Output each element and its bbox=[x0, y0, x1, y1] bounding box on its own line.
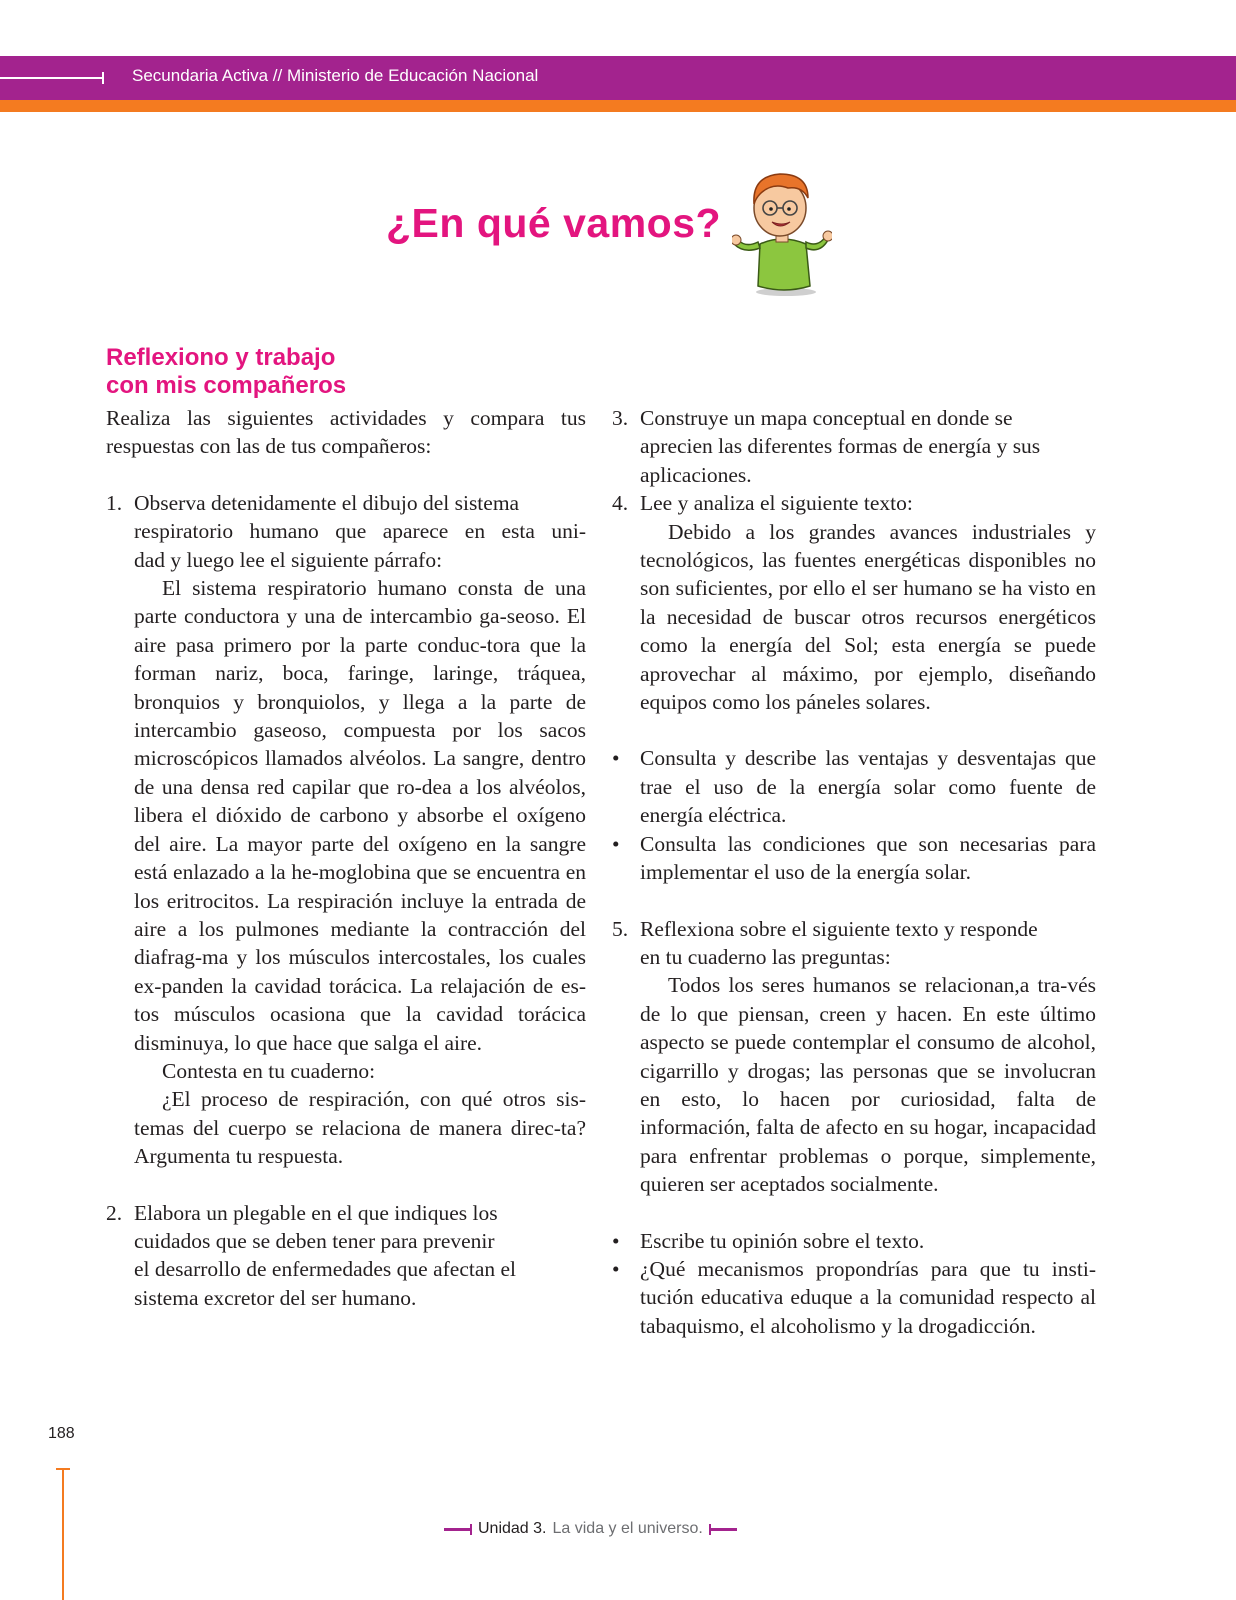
mascot-illustration bbox=[732, 168, 832, 296]
question-line: Reflexiona sobre el siguiente texto y responde bbox=[640, 916, 1038, 941]
page-title: ¿En qué vamos? bbox=[386, 200, 722, 246]
question-1 bbox=[106, 489, 586, 1171]
footer-rule bbox=[62, 1468, 64, 1600]
bullet-item bbox=[612, 830, 1096, 887]
footer-unit-title: La vida y el universo. bbox=[552, 1520, 703, 1537]
reading-paragraph: Todos los seres humanos se relacionan,a tra-vés de lo que piensan, creen y hacen. En este último aspecto se puede contemplar el consumo de alcohol, cigarrillo y drogas; las personas que se involucran en esto, lo hacen por curiosidad, falta de información, falta de afecto en su hogar, incapacidad para enfrentar problemas o porque, simplemente, quieren ser aceptados socialmente. bbox=[640, 973, 1096, 1197]
question-number: 5. bbox=[612, 916, 629, 941]
question-number: 2. bbox=[106, 1200, 123, 1225]
question-number: 1. bbox=[106, 490, 123, 515]
question-line: Elabora un plegable en el que indiques los bbox=[134, 1200, 498, 1225]
intro-text bbox=[106, 404, 586, 461]
left-column bbox=[106, 404, 586, 1312]
question-line: aplicaciones. bbox=[640, 462, 752, 487]
bullet-icon: • bbox=[612, 831, 620, 856]
bullet-icon: • bbox=[612, 1256, 620, 1281]
section-heading-line2: con mis compañeros bbox=[106, 372, 347, 399]
question-line: Observa detenidamente el dibujo del sistema bbox=[134, 490, 520, 515]
intro-line: Realiza las siguientes actividades y compara tus bbox=[106, 406, 586, 430]
footer-dash-left bbox=[444, 1528, 472, 1531]
bullet-icon: • bbox=[612, 1228, 620, 1253]
question-number: 3. bbox=[612, 406, 629, 430]
section-heading-line1: Reflexiono y trabajo bbox=[106, 344, 336, 371]
question-4 bbox=[612, 489, 1096, 716]
question-number: 4. bbox=[612, 491, 629, 516]
page-number: 188 bbox=[48, 1425, 75, 1442]
bullet-text: Consulta las condiciones que son necesarias para implementar el uso de la energía solar. bbox=[640, 831, 1096, 885]
reading-paragraph: El sistema respiratorio humano consta de una parte conductora y una de intercambio ga-seoso. El aire pasa primero por la parte conduc-tora que la forman nariz, boca, faringe, laringe, tráquea, bronquios y bronquiolos, y llega a la parte de intercambio gaseoso, compuesta por los sacos microscópicos llamados alvéolos. La sangre, dentro de una densa red capilar que ro-dea a los alvéolos, libera el dióxido de carbono y absorbe el oxígeno del aire. La mayor parte del oxígeno en la sangre está enlazado a la he-moglobina que se encuentra en los eritrocitos. La respiración incluye la entrada de aire a los pulmones mediante la contracción del diafrag-ma y los músculos intercostales, los cuales ex-panden la cavidad torácica. La relajación de es-tos músculos ocasiona que la cavidad torácica disminuya, lo que hace que salga el aire. bbox=[134, 576, 586, 1055]
question-line: sistema excretor del ser humano. bbox=[134, 1285, 417, 1310]
footer-dash-right bbox=[709, 1528, 737, 1531]
reflection-question: ¿El proceso de respiración, con qué otros sis-temas del cuerpo se relaciona de manera direc-ta? Argumenta tu respuesta. bbox=[134, 1087, 586, 1169]
intro-line: respuestas con las de tus compañeros: bbox=[106, 434, 432, 459]
question-2 bbox=[106, 1199, 586, 1313]
footer-unit-label: Unidad 3. bbox=[478, 1520, 547, 1537]
answer-instruction: Contesta en tu cuaderno: bbox=[162, 1058, 376, 1083]
question-line: el desarrollo de enfermedades que afectan el bbox=[134, 1257, 517, 1282]
header-text: Secundaria Activa // Ministerio de Educación Nacional bbox=[132, 66, 539, 85]
question-line: cuidados que se deben tener para prevenir bbox=[134, 1228, 495, 1253]
bullet-text: ¿Qué mecanismos propondrías para que tu insti-tución educativa eduque a la comunidad respecto al tabaquismo, el alcoholismo y la drogadicción. bbox=[640, 1256, 1096, 1338]
question-line: Lee y analiza el siguiente texto: bbox=[640, 491, 913, 516]
footer-unit bbox=[444, 1520, 737, 1538]
bullet-item bbox=[612, 744, 1096, 829]
question-5 bbox=[612, 915, 1096, 1199]
bullet-item bbox=[612, 1227, 1096, 1255]
question-line: respiratorio humano que aparece en esta uni- bbox=[134, 519, 586, 544]
question-line: en tu cuaderno las preguntas: bbox=[640, 944, 891, 969]
reading-paragraph: Debido a los grandes avances industriales y tecnológicos, las fuentes energéticas disponibles no son suficientes, por ello el ser humano se ha visto en la necesidad de buscar otros recursos energéticos como la energía del Sol; esta energía se puede aprovechar al máximo, por ejemplo, diseñando equipos como los páneles solares. bbox=[640, 519, 1096, 715]
question-line: dad y luego lee el siguiente párrafo: bbox=[134, 547, 443, 572]
question-line: Construye un mapa conceptual en donde se bbox=[640, 406, 1013, 430]
question-3 bbox=[612, 404, 1096, 489]
bullet-text: Consulta y describe las ventajas y desventajas que trae el uso de la energía solar como fuente de energía eléctrica. bbox=[640, 746, 1096, 828]
bullet-icon: • bbox=[612, 746, 620, 771]
right-column bbox=[612, 404, 1096, 1340]
header-rule bbox=[0, 77, 104, 79]
bullet-item bbox=[612, 1255, 1096, 1340]
header-rule-tick bbox=[102, 72, 104, 84]
header-accent-stripe bbox=[0, 100, 1236, 112]
bullet-text: Escribe tu opinión sobre el texto. bbox=[640, 1228, 925, 1253]
section-heading bbox=[106, 344, 346, 400]
question-line: aprecien las diferentes formas de energía y sus bbox=[640, 434, 1041, 459]
